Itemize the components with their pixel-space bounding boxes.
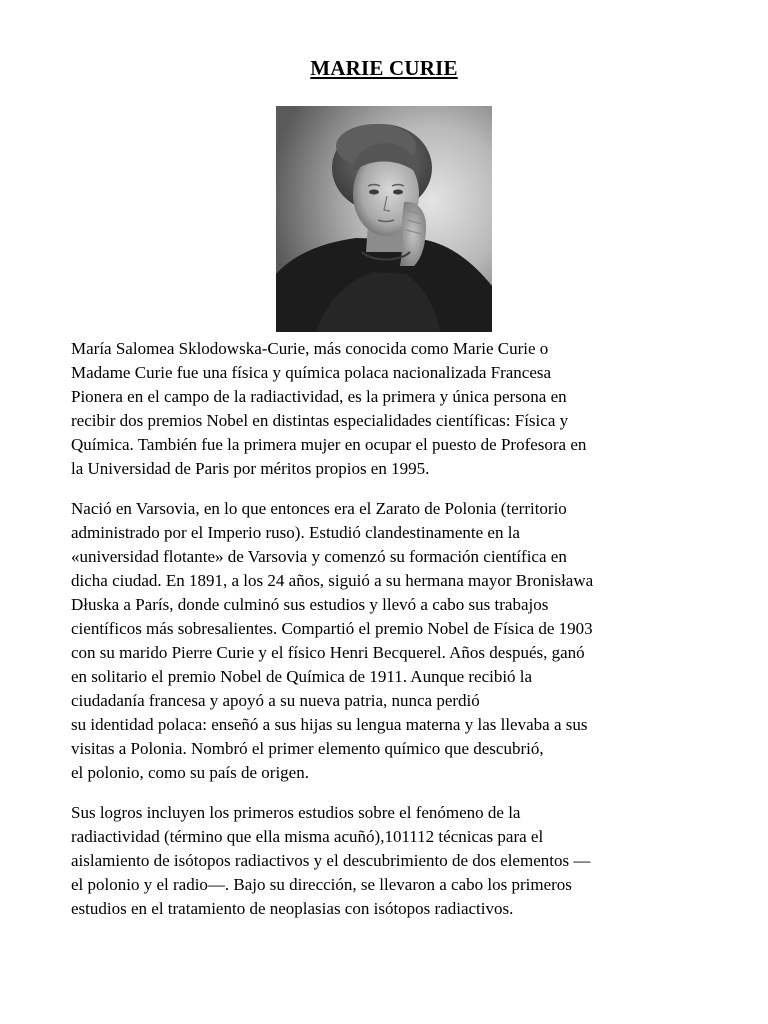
paragraph-line: recibir dos premios Nobel en distintas especialidades científicas: Física y xyxy=(71,411,569,430)
paragraph-line: «universidad flotante» de Varsovia y comenzó su formación científica en xyxy=(71,547,567,566)
paragraph-3 xyxy=(71,801,701,921)
paragraph-line: visitas a Polonia. Nombró el primer elemento químico que descubrió, xyxy=(71,739,544,758)
paragraph-line: Madame Curie fue una física y química polaca nacionalizada Francesa xyxy=(71,363,552,382)
paragraph-1 xyxy=(71,337,701,481)
paragraph-line: con su marido Pierre Curie y el físico Henri Becquerel. Años después, ganó xyxy=(71,643,585,662)
paragraph-line: aislamiento de isótopos radiactivos y el descubrimiento de dos elementos — xyxy=(71,851,591,870)
paragraph-line: radiactividad (término que ella misma acuñó),101112 técnicas para el xyxy=(71,827,544,846)
paragraph-line: Nació en Varsovia, en lo que entonces era el Zarato de Polonia (territorio xyxy=(71,499,567,518)
paragraph-line: Pionera en el campo de la radiactividad, es la primera y única persona en xyxy=(71,387,567,406)
paragraph-line: en solitario el premio Nobel de Química de 1911. Aunque recibió la xyxy=(71,667,533,686)
paragraph-line: María Salomea Sklodowska-Curie, más conocida como Marie Curie o xyxy=(71,339,549,358)
paragraph-line: Química. También fue la primera mujer en ocupar el puesto de Profesora en xyxy=(71,435,587,454)
paragraph-line: administrado por el Imperio ruso). Estudió clandestinamente en la xyxy=(71,523,520,542)
page-title: MARIE CURIE xyxy=(310,56,458,80)
paragraph-line: la Universidad de Paris por méritos propios en 1995. xyxy=(71,459,430,478)
paragraph-line: ciudadanía francesa y apoyó a su nueva patria, nunca perdió xyxy=(71,691,480,710)
paragraph-line: Dłuska a París, donde culminó sus estudios y llevó a cabo sus trabajos xyxy=(71,595,549,614)
paragraph-line: el polonio y el radio—. Bajo su dirección, se llevaron a cabo los primeros xyxy=(71,875,572,894)
paragraph-line: dicha ciudad. En 1891, a los 24 años, siguió a su hermana mayor Bronisława xyxy=(71,571,594,590)
paragraph-line: su identidad polaca: enseñó a sus hijas su lengua materna y las llevaba a sus xyxy=(71,715,588,734)
portrait-photo-icon xyxy=(276,106,492,332)
paragraph-line: científicos más sobresalientes. Compartió el premio Nobel de Física de 1903 xyxy=(71,619,593,638)
paragraph-2 xyxy=(71,497,701,785)
paragraph-line: Sus logros incluyen los primeros estudios sobre el fenómeno de la xyxy=(71,803,521,822)
paragraph-line: estudios en el tratamiento de neoplasias con isótopos radiactivos. xyxy=(71,899,514,918)
paragraph-line: el polonio, como su país de origen. xyxy=(71,763,309,782)
